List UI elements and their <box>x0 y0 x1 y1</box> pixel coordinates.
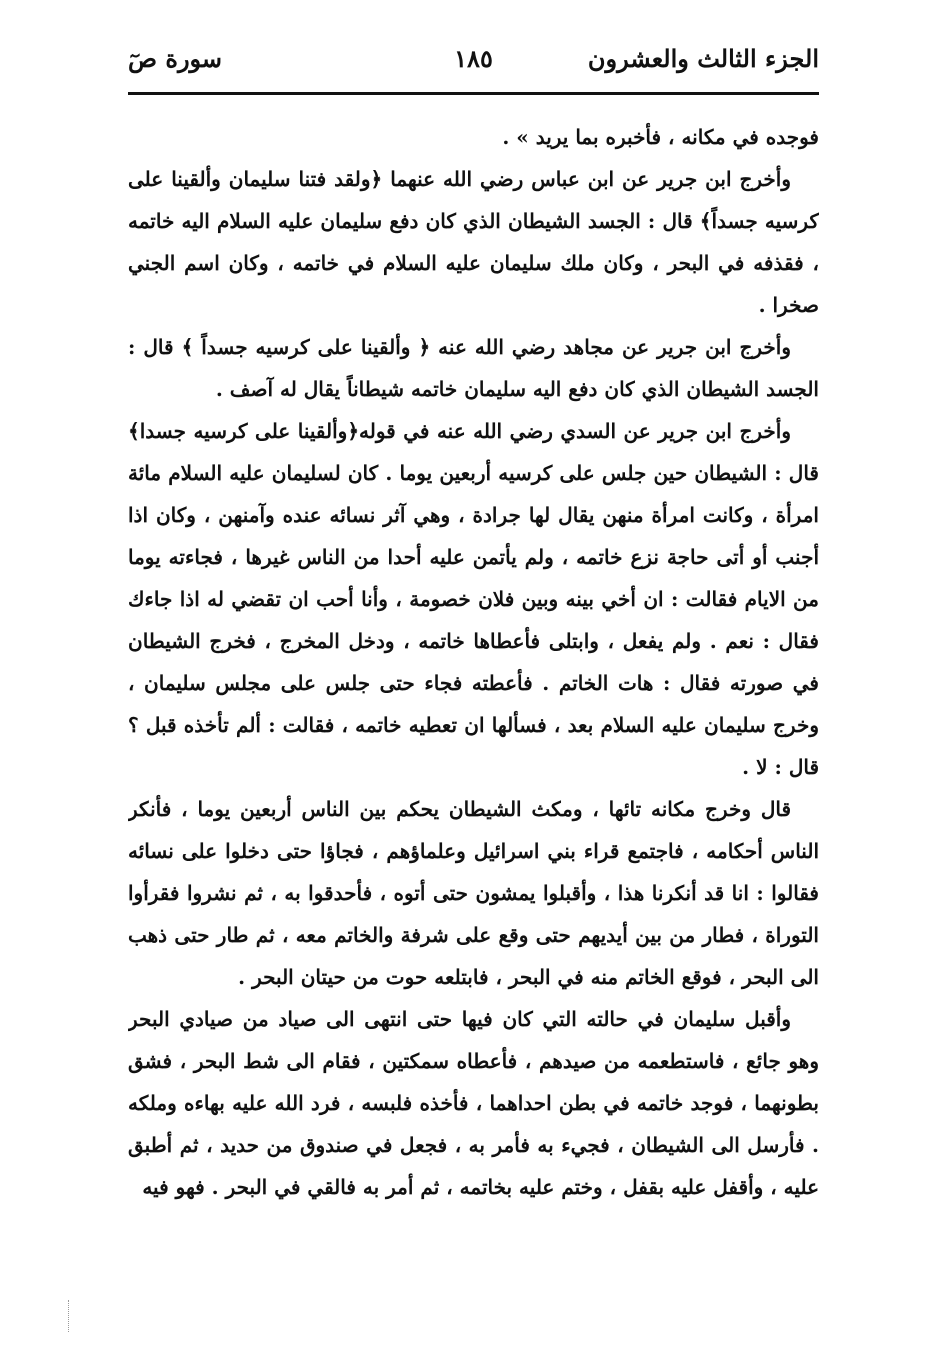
paragraph: وأخرج ابن جرير عن ابن عباس رضي الله عنهما ﴿ولقد فتنا سليمان وألقينا على كرسيه جسداً﴾ قال : الجسد الشيطان الذي كان دفع سليمان عليه السلام اليه خاتمه ، فقذفه في البحر ، وكان ملك سليمان عليه السلام في خاتمه ، وكان اسم الجني صخرا . <box>128 167 819 317</box>
paragraph: وأخرج ابن جرير عن السدي رضي الله عنه في قوله﴿وألقينا على كرسيه جسدا﴾ قال : الشيطان حين جلس على كرسيه أربعين يوما . كان لسليمان عليه السلام مائة امرأة ، وكانت امرأة منهن يقال لها جرادة ، وهي آثر نسائه عنده وآمنهن ، وكان اذا أجنب أو أتى حاجة نزع خاتمه ، ولم يأتمن عليه أحدا من الناس غيرها ، فجاءته يوما من الايام فقالت : ان أخي بينه وبين فلان خصومة ، وأنا أحب ان تقضي له اذا جاءك فقال : نعم . ولم يفعل ، وابتلى فأعطاها خاتمه ، ودخل المخرج ، فخرج الشيطان في صورته فقال : هات الخاتم . فأعطته فجاء حتى جلس على مجلس سليمان ، وخرج سليمان عليه السلام بعد ، فسألها ان تعطيه خاتمه ، فقالت : ألم تأخذه قبل ؟ قال : لا . <box>128 419 819 779</box>
paragraph: وأخرج ابن جرير عن مجاهد رضي الله عنه ﴿ وألقينا على كرسيه جسداً ﴾ قال : الجسد الشيطان الذي كان دفع اليه سليمان خاتمه شيطاناً يقال له آصف . <box>128 335 819 401</box>
paragraph: فوجده في مكانه ، فأخبره بما يريد » . <box>502 125 819 149</box>
page-header <box>128 40 819 88</box>
part-title: الجزء الثالث والعشرون <box>587 44 819 73</box>
margin-mark <box>68 1300 73 1332</box>
page-number: ١٨٥ <box>454 44 493 73</box>
paragraph: وأقبل سليمان في حالته التي كان فيها حتى انتهى الى صياد من صيادي البحر وهو جائع ، فاستطعمه من صيدهم ، فأعطاه سمكتين ، فقام الى شط البحر ، فشق بطونهما ، فوجد خاتمه في بطن احداهما ، فأخذه فلبسه ، فرد الله عليه بهاءه وملكه . فأرسل الى الشيطان ، فجيء به فأمر به ، فجعل في صندوق من حديد ، ثم أطبق عليه ، وأقفل عليه بقفل ، وختم عليه بخاتمه ، ثم أمر به فالقي في البحر . فهو فيه <box>128 1007 819 1199</box>
page-body <box>128 116 819 1213</box>
paragraph: قال وخرج مكانه تائها ، ومكث الشيطان يحكم بين الناس أربعين يوما ، فأنكر الناس أحكامه ، فاجتمع قراء بني اسرائيل وعلماؤهم ، فجاؤا حتى دخلوا على نسائه فقالوا : انا قد أنكرنا هذا ، وأقبلوا يمشون حتى أتوه ، فأحدقوا به ، ثم نشروا فقرأوا التوراة ، فطار من بين أيديهم حتى وقع على شرفة والخاتم معه ، ثم طار حتى ذهب الى البحر ، فوقع الخاتم منه في البحر ، فابتلعه حوت من حيتان البحر . <box>128 797 819 989</box>
header-divider <box>128 92 819 95</box>
surah-title: سورة صٓ <box>128 44 223 73</box>
